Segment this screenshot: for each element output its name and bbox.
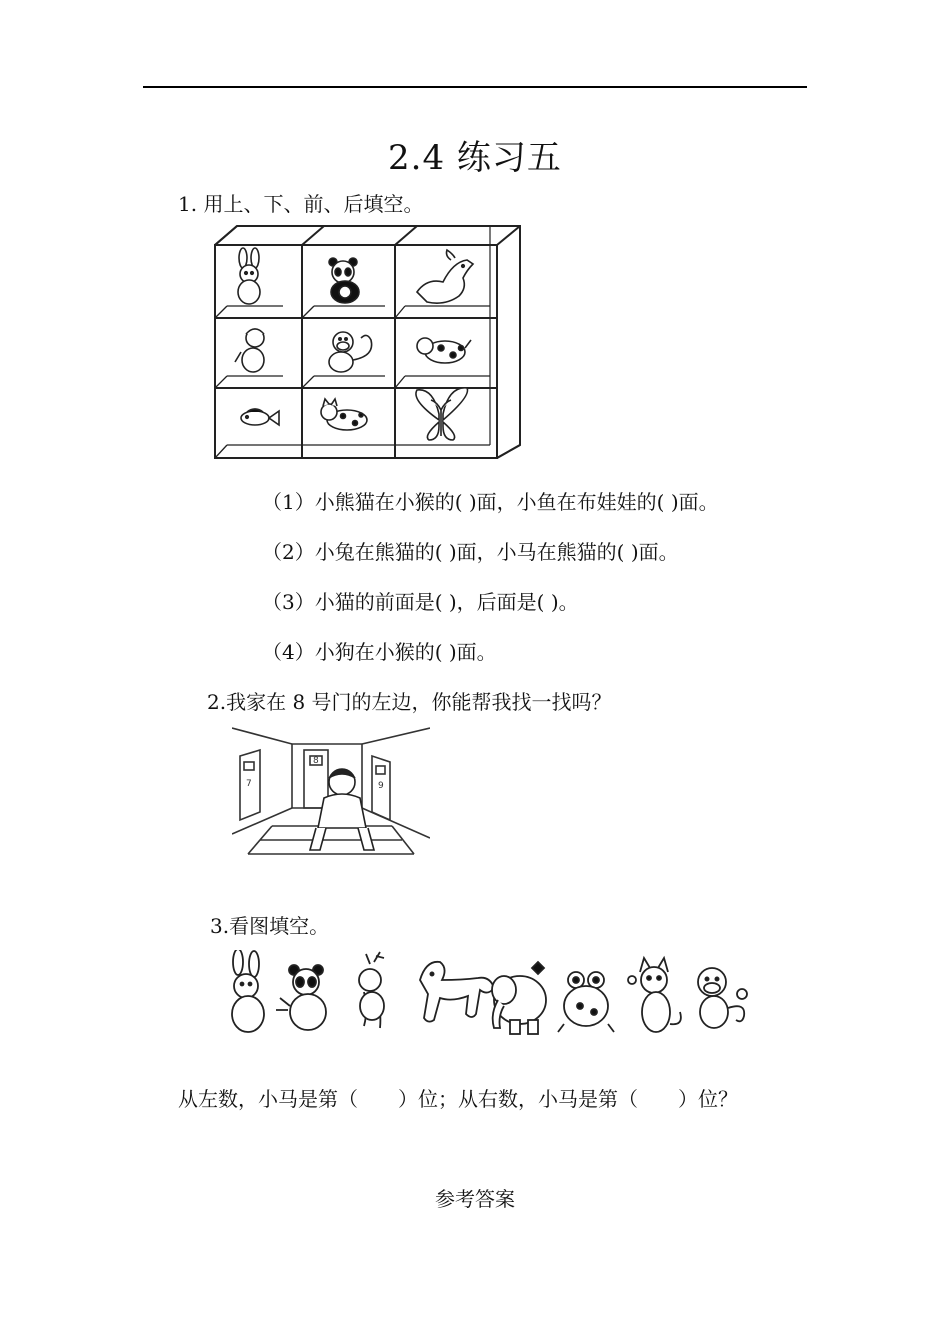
hallway-figure [232, 726, 430, 866]
question-1-item-4: （4）小狗在小猴的( )面。 [262, 640, 497, 664]
horse-icon [420, 962, 494, 1022]
rabbit-icon [232, 950, 264, 1032]
rabbit-icon [238, 248, 260, 304]
reference-answer-heading: 参考答案 [435, 1187, 515, 1211]
horse-icon [417, 250, 473, 303]
door-number-left: 7 [246, 779, 252, 789]
shelf-figure [205, 220, 525, 465]
animal-row-figure [214, 950, 754, 1040]
dog-icon [417, 338, 471, 363]
panda-icon [276, 965, 326, 1030]
question-1-item-2: （2）小兔在熊猫的( )面，小马在熊猫的( )面。 [262, 540, 679, 564]
frog-icon [558, 972, 614, 1032]
elephant-icon [492, 962, 546, 1034]
question-1-prompt: 1. 用上、下、前、后填空。 [178, 192, 424, 216]
monkey-icon [329, 332, 372, 372]
page-title: 2.4 练习五 [388, 138, 562, 178]
question-3-prompt: 3.看图填空。 [210, 914, 330, 938]
cat-icon [628, 958, 681, 1032]
monkey-icon [698, 968, 747, 1028]
doll-icon [235, 329, 264, 372]
header-rule [143, 86, 807, 88]
door-number-right: 9 [378, 781, 384, 791]
question-2-prompt: 2.我家在 8 号门的左边，你能帮我找一找吗？ [207, 690, 612, 714]
question-3-answer-line: 从左数，小马是第（ ）位；从右数，小马是第（ ）位？ [178, 1087, 738, 1111]
fish-icon [241, 409, 279, 425]
question-1-item-3: （3）小猫的前面是( )，后面是( )。 [262, 590, 579, 614]
door-number-center: 8 [313, 756, 319, 766]
question-1-item-1: （1）小熊猫在小猴的( )面，小鱼在布娃娃的( )面。 [262, 490, 719, 514]
cat-icon [321, 399, 367, 430]
butterfly-icon [416, 388, 468, 440]
deer-icon [359, 952, 384, 1028]
panda-icon [329, 258, 359, 303]
